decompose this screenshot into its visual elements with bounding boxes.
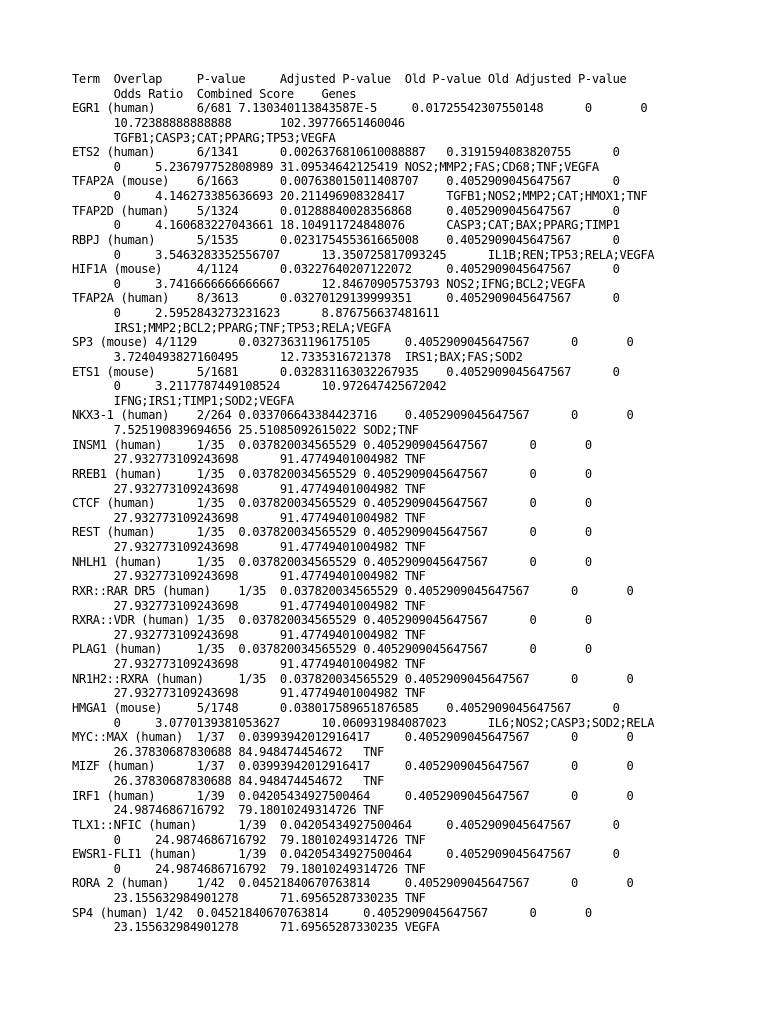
text-line: IFNG;IRS1;TIMP1;SOD2;VEGFA <box>72 393 294 408</box>
text-line: TGFB1;CASP3;CAT;PPARG;TP53;VEGFA <box>72 130 336 145</box>
text-line: ETS1 (mouse) 5/1681 0.032831163032267935 0.4052909045647567 0 <box>72 364 620 379</box>
text-line: 27.932773109243698 91.47749401004982 TNF <box>72 657 426 671</box>
text-line: 0 2.5952843273231623 8.876756637481611 <box>72 306 440 320</box>
text-line: 0 4.146273385636693 20.211496908328417 TGFB1;NOS2;MMP2;CAT;HMOX1;TNF <box>72 189 648 203</box>
text-line: 0 3.7416666666666667 12.84670905753793 NOS2;IFNG;BCL2;VEGFA <box>72 276 585 291</box>
document-body <box>72 72 752 935</box>
text-line: REST (human) 1/35 0.037820034565529 0.4052909045647567 0 0 <box>72 525 592 540</box>
text-line: RORA 2 (human) 1/42 0.04521840670763814 0.4052909045647567 0 0 <box>72 876 634 891</box>
text-line: ETS2 (human) 6/1341 0.0026376810610088887 0.3191594083820755 0 <box>72 145 620 160</box>
text-line: SP4 (human) 1/42 0.04521840670763814 0.4052909045647567 0 0 <box>72 905 592 920</box>
text-line: 0 3.5463283352556707 13.350725817093245 IL1B;REN;TP53;RELA;VEGFA <box>72 247 655 262</box>
text-line: 0 5.236797752808989 31.09534642125419 NOS2;MMP2;FAS;CD68;TNF;VEGFA <box>72 159 599 174</box>
text-line: 7.525190839694656 25.51085092615022 SOD2;TNF <box>72 423 419 437</box>
text-line: 26.37830687830688 84.948474454672 TNF <box>72 774 384 788</box>
text-line: RXR::RAR DR5 (human) 1/35 0.037820034565529 0.4052909045647567 0 0 <box>72 583 634 598</box>
text-line: 0 24.9874686716792 79.18010249314726 TNF <box>72 832 426 847</box>
text-line: 27.932773109243698 91.47749401004982 TNF <box>72 686 426 701</box>
text-line: TLX1::NFIC (human) 1/39 0.04205434927500464 0.4052909045647567 0 <box>72 817 620 832</box>
text-line: NHLH1 (human) 1/35 0.037820034565529 0.4052909045647567 0 0 <box>72 554 592 569</box>
text-line: NKX3-1 (human) 2/264 0.033706643384423716 0.4052909045647567 0 0 <box>72 408 634 423</box>
text-line: 27.932773109243698 91.47749401004982 TNF <box>72 510 426 525</box>
text-line: 27.932773109243698 91.47749401004982 TNF <box>72 481 426 496</box>
text-line: RXRA::VDR (human) 1/35 0.037820034565529 0.4052909045647567 0 0 <box>72 613 592 628</box>
text-line: TFAP2D (human) 5/1324 0.01288840028356868 0.4052909045647567 0 <box>72 203 620 218</box>
text-line: EWSR1-FLI1 (human) 1/39 0.04205434927500464 0.4052909045647567 0 <box>72 847 620 862</box>
text-line: TFAP2A (human) 8/3613 0.03270129139999351 0.4052909045647567 0 <box>72 291 620 306</box>
text-line: IRF1 (human) 1/39 0.04205434927500464 0.4052909045647567 0 0 <box>72 788 634 803</box>
text-line: Term Overlap P-value Adjusted P-value Old P-value Old Adjusted P-value <box>72 72 627 86</box>
text-line: 0 3.0770139381053627 10.060931984087023 IL6;NOS2;CASP3;SOD2;RELA <box>72 715 655 730</box>
text-line: CTCF (human) 1/35 0.037820034565529 0.4052909045647567 0 0 <box>72 496 592 511</box>
text-line: RBPJ (human) 5/1535 0.023175455361665008 0.4052909045647567 0 <box>72 232 620 247</box>
text-line: INSM1 (human) 1/35 0.037820034565529 0.4052909045647567 0 0 <box>72 437 592 452</box>
text-line: 27.932773109243698 91.47749401004982 TNF <box>72 452 426 467</box>
text-line: 27.932773109243698 91.47749401004982 TNF <box>72 598 426 613</box>
text-line: HMGA1 (mouse) 5/1748 0.038017589651876585 0.4052909045647567 0 <box>72 700 620 715</box>
text-line: 0 4.160683227043661 18.104911724848076 CASP3;CAT;BAX;PPARG;TIMP1 <box>72 218 620 233</box>
text-line: TFAP2A (mouse) 6/1663 0.007638015011408707 0.4052909045647567 0 <box>72 174 620 189</box>
text-line: HIF1A (mouse) 4/1124 0.03227640207122072 0.4052909045647567 0 <box>72 262 620 277</box>
text-line: IRS1;MMP2;BCL2;PPARG;TNF;TP53;RELA;VEGFA <box>72 320 391 335</box>
text-line: 24.9874686716792 79.18010249314726 TNF <box>72 803 384 818</box>
text-line: NR1H2::RXRA (human) 1/35 0.037820034565529 0.4052909045647567 0 0 <box>72 671 634 686</box>
text-line: 27.932773109243698 91.47749401004982 TNF <box>72 569 426 584</box>
text-line: 0 24.9874686716792 79.18010249314726 TNF <box>72 861 426 876</box>
text-line: EGR1 (human) 6/681 7.130340113843587E-5 0.01725542307550148 0 0 <box>72 101 648 116</box>
text-line: 3.7240493827160495 12.7335316721378 IRS1;BAX;FAS;SOD2 <box>72 349 523 364</box>
text-line: 27.932773109243698 91.47749401004982 TNF <box>72 627 426 642</box>
text-line: 10.72388888888888 102.39776651460046 <box>72 115 405 130</box>
text-line: PLAG1 (human) 1/35 0.037820034565529 0.4052909045647567 0 0 <box>72 642 592 657</box>
text-line: Odds Ratio Combined Score Genes <box>72 86 357 101</box>
text-line: 23.155632984901278 71.69565287330235 VEGFA <box>72 920 440 935</box>
text-line: 27.932773109243698 91.47749401004982 TNF <box>72 540 426 554</box>
text-line: 0 3.2117787449108524 10.972647425672042 <box>72 379 447 394</box>
text-line: 23.155632984901278 71.69565287330235 TNF <box>72 891 426 905</box>
text-line: MYC::MAX (human) 1/37 0.03993942012916417 0.4052909045647567 0 0 <box>72 730 634 745</box>
text-line: RREB1 (human) 1/35 0.037820034565529 0.4052909045647567 0 0 <box>72 466 592 481</box>
text-line: SP3 (mouse) 4/1129 0.03273631196175105 0.4052909045647567 0 0 <box>72 335 634 350</box>
text-line: 26.37830687830688 84.948474454672 TNF <box>72 744 384 759</box>
text-line: MIZF (human) 1/37 0.03993942012916417 0.4052909045647567 0 0 <box>72 759 634 774</box>
